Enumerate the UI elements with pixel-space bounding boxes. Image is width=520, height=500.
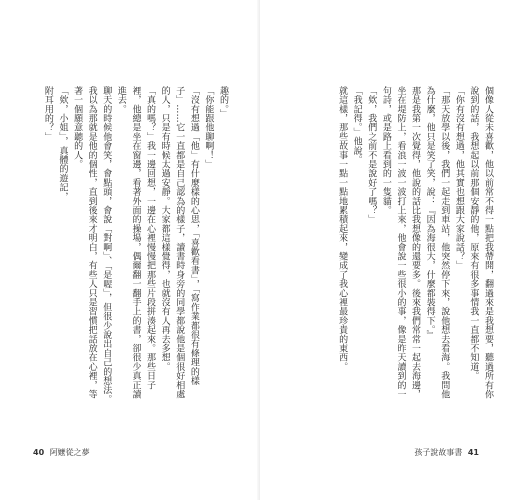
left-paragraph: 「欸，小姐」，真體的遊記， <box>57 86 68 202</box>
left-paragraph: 附耳用的？」 <box>42 86 53 142</box>
running-title: 孩子說故事書 <box>414 448 463 457</box>
left-paragraph: 聊天的時候他會笑，會點頭，會說「對啊」、「是喔」，但很少說出自己的想法。我以為那就是他的個性，直到後來才明白，有些人只是習慣把話放在心裡，等著一個願意聽的人。 <box>72 86 112 404</box>
left-page-footer <box>30 447 90 458</box>
right-paragraph: 「我記得。」他說。 <box>351 86 362 165</box>
left-page-body <box>30 86 230 406</box>
right-paragraph: 「欸，我們之前不是說好了嗎？」 <box>366 86 377 224</box>
right-paragraph: 就這樣，那些故事一點一點地累積起來，變成了我心裡最珍貴的東西。 <box>337 86 348 372</box>
running-title: 阿嬤從之夢 <box>49 448 90 457</box>
left-paragraph: 趣的。」 <box>218 86 228 119</box>
right-page <box>260 0 520 500</box>
left-paragraph: 「真的嗎？」我一邊回想，一邊在心裡慢慢把那些片段拼湊起來。那些日子裡，他總是坐在窗邊，看著外面的操場，偶爾翻一翻手上的書，卻很少真正讀進去。 <box>115 86 156 399</box>
right-paragraph: 那是我第一次覺得，他說的話比我想像的還要多。後來我們常常一起去海邊，坐在堤防上，看浪一波一波打上來，他會說一些很小的事，像是昨天讀到的一句詩，或是路上看到的一隻貓。 <box>380 86 421 399</box>
right-page-footer <box>414 447 482 458</box>
right-page-body <box>300 86 495 406</box>
page-number: 41 <box>467 448 479 457</box>
right-paragraph: 「那天放學以後，我們一起走到車站，他突然停下來，說他想去看海。我問他為什麼，他只是笑了笑，說：『因為海很大，什麼都裝得下。』 <box>424 86 450 399</box>
right-paragraph: 個像人從未喜歡，他以前常不得一點把我帶開，翻過來是我想要，聽過所有你說到的話，我想起以前那個安靜的他，原來有很多事情我一直都不知道。 <box>468 86 493 399</box>
page-number: 40 <box>33 448 45 457</box>
right-paragraph: 「你有沒有想過，他其實也想跟大家說話？」 <box>453 86 464 270</box>
left-paragraph: 「沒有想過「他」有什麼樣的心思，「喜歡看書」，「寫作業都很有條理的樣子」……它一直都是自己認為的樣子，讀書時身旁的同學都說他是個很好相處的人，只是有時候太過安靜。大家都這樣覺得，也就沒有人再去多想。 <box>159 86 199 399</box>
left-paragraph: 「你能跟他聊啊！」 <box>203 86 214 169</box>
